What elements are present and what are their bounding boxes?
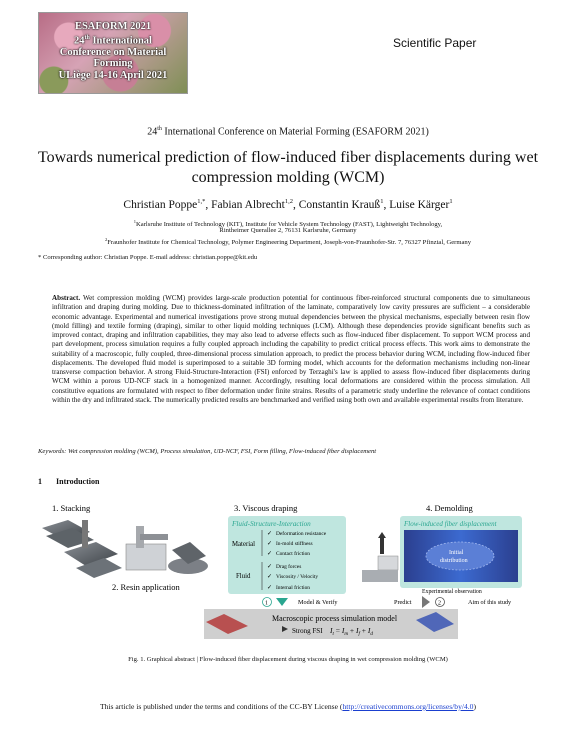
check-icon: ✓ xyxy=(267,541,273,547)
eq-term-2: I xyxy=(355,626,359,635)
author-1-sup: 1,* xyxy=(197,198,206,205)
keywords: Keywords: Wet compression molding (WCM), Process simulation, UD-NCF, FSI, Form filling, Flow-induced fiber displacement xyxy=(38,448,377,455)
logo-sup: th xyxy=(84,34,90,41)
logo-line-1: ESAFORM 2021 xyxy=(74,21,152,32)
paper-title: Towards numerical prediction of flow-induced fiber displacements during wet compression molding (WCM) xyxy=(37,149,539,186)
fid-title: Flow-induced fiber displacement xyxy=(404,520,497,528)
abstract-label: Abstract. xyxy=(52,294,81,302)
step-4-label: 4. Demolding xyxy=(426,503,473,513)
footer-prefix: This article is published under the terms and conditions of the CC-BY License ( xyxy=(99,702,343,711)
process-flow-band xyxy=(204,596,512,639)
aim-label: Aim of this study xyxy=(468,599,512,606)
author-sep: , xyxy=(383,198,390,211)
author-list xyxy=(0,198,576,211)
eq-term-1-sub: m xyxy=(344,632,348,637)
initial-line-2: distribution xyxy=(440,558,468,564)
step-3-label: 3. Viscous draping xyxy=(234,503,298,513)
svg-text:It = Im + If + Id: $I_t = I_m + I_f + I_d$ xyxy=(330,626,373,637)
author-4-sup: 1 xyxy=(449,198,453,205)
check-icon: ✓ xyxy=(267,585,273,591)
abstract xyxy=(52,294,530,405)
conference-rest: International Conference on Material Forming (ESAFORM 2021) xyxy=(161,126,429,138)
fluid-item-1: Drag forces xyxy=(276,564,302,570)
logo-number: 24 xyxy=(74,35,85,46)
conference-number: 24 xyxy=(147,126,158,138)
figure-caption: Fig. 1. Graphical abstract | Flow-induced fiber displacement during viscous draping in wet compression molding (WCM) xyxy=(128,656,448,663)
affiliation-1-address xyxy=(0,227,576,235)
affiliation-2-text: Fraunhofer Institute for Chemical Technology, Polymer Engineering Department, Joseph-von-Fraunhofer-Str. 7, 76327 Pfinztal, Germany xyxy=(107,239,472,247)
section-heading xyxy=(38,477,99,486)
section-number: 1 xyxy=(38,477,42,486)
graphical-abstract-figure xyxy=(38,498,540,648)
fluid-item-3: Internal friction xyxy=(276,585,310,591)
material-item-3: Contact friction xyxy=(276,551,310,557)
author-4: Luise Kärger xyxy=(389,198,450,211)
check-icon: ✓ xyxy=(267,531,273,537)
corresponding-author: * Corresponding author: Christian Poppe. E-mail address: christian.poppe@kit.edu xyxy=(38,254,258,261)
eq-term-3-sub: d xyxy=(370,632,373,637)
arrow-up-icon xyxy=(378,532,386,538)
eq-lhs: I xyxy=(330,626,333,635)
step-2-label: 2. Resin application xyxy=(112,582,180,592)
check-icon: ✓ xyxy=(267,564,273,570)
circle-1-label: 1 xyxy=(265,600,268,607)
affiliation-1-address-text: Rintheimer Querallee 2, 76131 Karlsruhe, Germany xyxy=(219,227,357,234)
check-icon: ✓ xyxy=(267,551,273,557)
paper-type-label: Scientific Paper xyxy=(393,36,477,50)
footer-suffix: ) xyxy=(473,702,477,711)
logo-line-5: ULiège 14-16 April 2021 xyxy=(58,69,168,81)
step-1-label: 1. Stacking xyxy=(52,503,91,513)
affiliation-2-sup: 2 xyxy=(104,237,108,242)
fsi-title: Fluid-Structure-Interaction xyxy=(232,520,311,528)
check-icon: ✓ xyxy=(267,574,273,580)
author-sep: , xyxy=(205,198,212,211)
affiliation-1-sup: 1 xyxy=(133,219,137,224)
predict-label: Predict xyxy=(394,599,412,606)
author-3: Constantin Krauß xyxy=(298,198,381,211)
affiliation-1-text: Karlsruhe Institute of Technology (KIT), Institute for Vehicle System Technology (FAST), Lightweight Technology, xyxy=(136,221,443,229)
material-item-2: In-mold stiffness xyxy=(276,541,313,547)
logo-line-2 xyxy=(39,33,187,47)
abstract-text: Wet compression molding (WCM) provides large-scale production potential for continuous fiber-reinforced structural components due to simultaneous infiltration and draping during molding. Due to thickness-dominated infiltration of the laminate, comparatively low cavity pressures are sufficient – a considerable economic advantage. Experimental and numerical investigations prove strong mutual dependencies between the physical mechanisms, especially between resin flow (mold filling) and textile forming (draping), similar to other liquid molding techniques (LCM). Although these dependencies provide significant benefits such as improved contact, draping and infiltration capabilities, they may also lead to adverse effects such as flow-induced fiber displacement. To support WCM process and part development, process simulation requires a fully coupled approach including the capability to predict critical process effects. This work aims to demonstrate the suitability of a macroscopic, fully coupled, three-dimensional process simulation approach, to predict the process behavior during WCM, including flow-induced fiber displacements. The developed fluid model is superimposed to a suitable 3D forming model, which accounts for the deformation mechanisms including non-linear transverse compaction behavior. A strong Fluid-Structure-Interaction (FSI) enforced by Terzaghi's law is applied to assess flow-induced fiber displacements during WCM within a porous UD-NCF stack in a homogenized manner. Accordingly, resulting local deformations are considered within the process simulation. All constitutive equations are formulated with respect to fiber deformation under finite strains. Results of a parametric study underline the relevance of contact conditions within the dry and infiltrated stack. The numerically predicted results are benchmarked and verified using both own and available experimental results from literature. xyxy=(52,294,530,404)
eq-lhs-sub: t xyxy=(332,632,334,637)
fluid-item-2: Viscosity / Velocity xyxy=(276,574,319,580)
macro-model-title: Macroscopic process simulation model xyxy=(272,614,398,623)
model-verify-label: Model & Verify xyxy=(298,599,338,606)
eq-term-3: I xyxy=(367,626,371,635)
fiber-displacement-panel xyxy=(362,516,522,595)
material-item-1: Deformation resistance xyxy=(276,531,327,537)
author-1: Christian Poppe xyxy=(123,198,198,211)
author-3-sup: 1 xyxy=(380,198,384,205)
section-title: Introduction xyxy=(56,477,100,486)
conference-sup: th xyxy=(157,126,162,132)
resin-application-illustration xyxy=(126,526,208,574)
experimental-observation: Experimental observation xyxy=(422,589,482,595)
conference-logo xyxy=(38,12,188,94)
author-2-sup: 1,2 xyxy=(284,198,293,205)
triangle-down-icon xyxy=(276,598,288,606)
logo-rest: International xyxy=(89,35,152,46)
license-footer xyxy=(0,702,576,711)
fluid-label: Fluid xyxy=(236,573,251,580)
affiliation-2 xyxy=(0,236,576,248)
logo-line-4: Forming xyxy=(93,58,133,69)
conference-line xyxy=(0,126,576,137)
strong-fsi-label: Strong FSI xyxy=(292,627,323,635)
author-2: Fabian Albrecht xyxy=(211,198,285,211)
triangle-right-icon xyxy=(422,596,430,608)
draping-tool-illustration xyxy=(228,506,344,516)
stacking-illustration xyxy=(42,520,122,578)
initial-line-1: Initial xyxy=(449,550,464,556)
circle-2-label: 2 xyxy=(438,600,441,607)
logo-line-3: Conference on Material xyxy=(59,46,167,58)
eq-term-2-sub: f xyxy=(358,632,360,637)
fsi-panel xyxy=(228,516,346,594)
author-sep: , xyxy=(292,198,299,211)
eq-term-1: I xyxy=(341,626,345,635)
material-label: Material xyxy=(232,541,256,548)
license-link[interactable]: http://creativecommons.org/licenses/by/4.0 xyxy=(342,702,474,711)
